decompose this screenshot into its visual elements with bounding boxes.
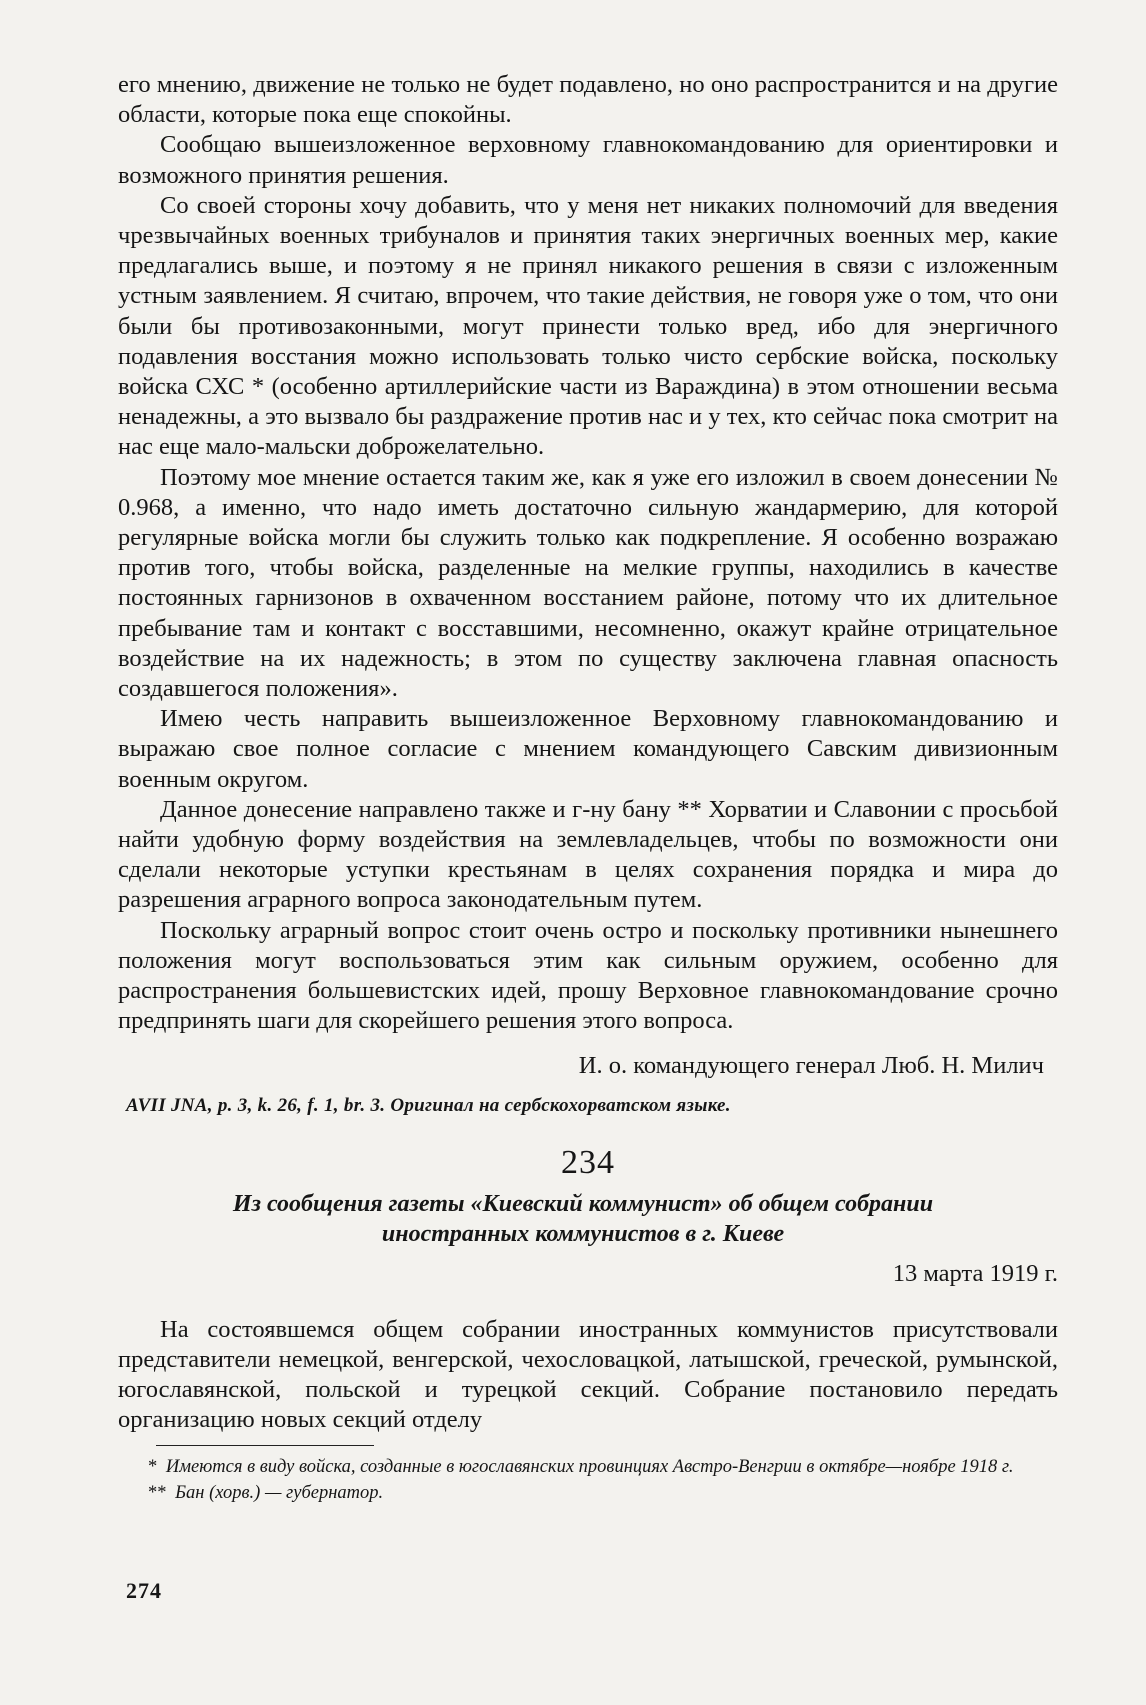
footnote-2-marker: ** [148,1483,167,1504]
footnote-1-text: Имеются в виду войска, созданные в югославянских провинциях Австро-Венгрии в октябре—ноябре 1918 г. [165,1457,1014,1478]
paragraph-6: Данное донесение направлено также и г-ну бану ** Хорватии и Славонии с просьбой найти удобную форму воздействия на землевладельцев, чтобы по возможности они сделали некоторые уступки крестьянам в целях сохранения порядка и мира до разрешения аграрного вопроса законодательным путем. [118,795,1058,914]
book-page [118,70,1058,1506]
footnote-2-text: Бан (хорв.) — губернатор. [175,1483,384,1504]
paragraph-5: Имею честь направить вышеизложенное Верховному главнокомандованию и выражаю свое полное согласие с мнением командующего Савским дивизионным военным округом. [118,705,1058,793]
page-number: 274 [126,1578,162,1603]
paragraph-4: Поэтому мое мнение остается таким же, как я уже его изложил в своем донесении № 0.968, а именно, что надо иметь достаточно сильную жандармерию, для которой регулярные войска могли бы служить только как подкрепление. Я особенно возражаю против того, чтобы войска, разделенные на мелкие группы, находились в качестве постоянных гарнизонов в охваченном восстанием районе, потому что их длительное пребывание там и контакт с восставшими, несомненно, окажут крайне отрицательное воздействие на их надежность; в этом по существу заключена главная опасность создавшегося положения». [118,463,1058,703]
archive-source: AVII JNA, p. 3, k. 26, f. 1, br. 3. Оригинал на сербскохорватском языке. [126,1094,731,1116]
document-title: Из сообщения газеты «Киевский коммунист» об общем собрании иностранных коммунистов в г. Киеве [232,1190,934,1247]
document-paragraph: На состоявшемся общем собрании иностранных коммунистов присутствовали представители немецкой, венгерской, чехословацкой, латышской, греческой, румынской, югославянской, польской и турецкой секций. Собрание постановило передать организацию новых секций отделу [118,1315,1058,1434]
footnote-2 [118,1480,1058,1506]
footnote-1 [118,1454,1058,1480]
letter-body [118,70,1058,1037]
paragraph-1: его мнению, движение не только не будет подавлено, но оно распространится и на другие области, которые пока еще спокойны. [118,71,1058,129]
document-number: 234 [561,1143,615,1181]
paragraph-7: Поскольку аграрный вопрос стоит очень остро и поскольку противники нынешнего положения могут воспользоваться этим как сильным оружием, особенно для распространения большевистских идей, прошу Верховное главнокомандование срочно предпринять шаги для скорейшего решения этого вопроса. [118,916,1058,1035]
footnote-divider [156,1445,374,1446]
footnote-1-marker: * [148,1457,158,1478]
paragraph-3: Со своей стороны хочу добавить, что у меня нет никаких полномочий для введения чрезвычайных военных трибуналов и принятия таких энергичных военных мер, какие предлагались выше, и поэтому я не принял никакого решения в связи с изложенным устным заявлением. Я считаю, впрочем, что такие действия, не говоря уже о том, что они были бы противозаконными, могут принести только вред, ибо для энергичного подавления восстания можно использовать только чисто сербские войска, поскольку войска СХС * (особенно артиллерийские части из Вараждина) в этом отношении весьма ненадежны, а это вызвало бы раздражение против нас и у тех, кто сейчас пока смотрит на нас еще мало-мальски доброжелательно. [118,191,1058,461]
document-body [118,1315,1058,1436]
signature: И. о. командующего генерал Люб. Н. Милич [578,1051,1044,1079]
footnotes [118,1454,1058,1506]
paragraph-2: Сообщаю вышеизложенное верховному главнокомандованию для ориентировки и возможного принятия решения. [118,131,1058,189]
document-date: 13 марта 1919 г. [892,1259,1058,1287]
